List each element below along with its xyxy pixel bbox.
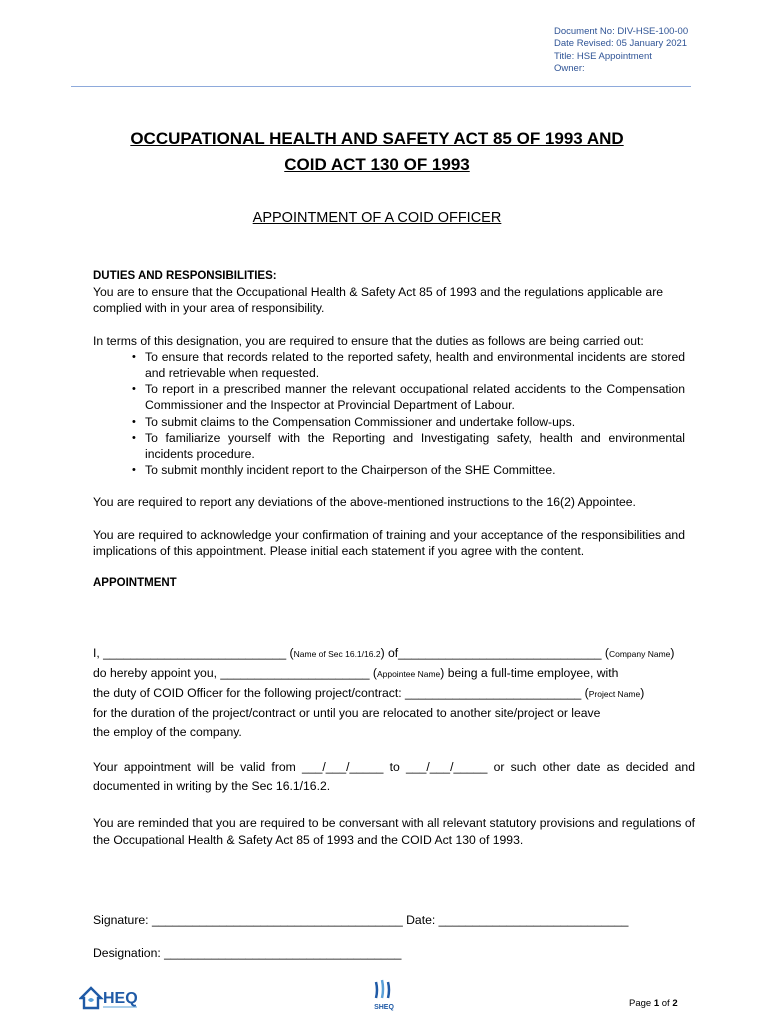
appointment-heading: APPOINTMENT [93,577,177,590]
reminder-text: You are reminded that you are required to be conversant with all relevant statutory provisions and regulations of the Occupational Health & Safety Act 85 of 1993 and the COID Act 130 of 1993. [93,816,695,847]
deviations-text: You are required to report any deviations of the above-mentioned instructions to the 16(2) Appointee. [93,495,636,510]
header-divider [71,86,691,87]
svg-text:HEQ: HEQ [103,990,138,1007]
list-item: • To ensure that records related to the reported safety, health and environmental incidents are stored and retrievable when requested. [132,349,685,381]
svg-text:SHEQ: SHEQ [374,1004,394,1011]
duties-heading: DUTIES AND RESPONSIBILITIES: [93,270,277,282]
list-item: • To submit monthly incident report to the Chairperson of the SHE Committee. [132,463,556,478]
bullet-icon: • [132,383,136,396]
list-item: • To submit claims to the Compensation Commissioner and undertake follow-ups. [132,414,576,429]
duration-line: for the duration of the project/contract or until you are relocated to another site/project or leave [93,706,601,720]
sheq-logo [370,978,398,1012]
designation-line: Designation: ___________________________________ [93,946,402,960]
document-number: Document No: DIV-HSE-100-00 [554,26,689,37]
title-line-2: COID ACT 130 OF 1993 [284,155,470,174]
document-owner: Owner: [554,63,585,75]
name-label: Name of Sec 16.1/16.2 [293,649,381,659]
appointment-section [93,644,695,742]
designation-text: In terms of this designation, you are required to ensure that the duties as follows are being carried out: [93,333,644,348]
page-subtitle: APPOINTMENT OF A COID OFFICER [252,210,502,226]
title-line-1: OCCUPATIONAL HEALTH AND SAFETY ACT 85 OF 1993 AND [130,129,624,148]
company-logo [79,982,141,1012]
signature-line: Signature: _____________________________________ Date: ____________________________ [93,913,629,927]
document-title: Title: HSE Appointment [554,50,652,62]
bullet-icon: • [132,431,136,444]
validity-text: Your appointment will be valid from ___/___/_____ to ___/___/_____ or such other date as decided and documented in writing by the Sec 16.1/16.2. [93,760,695,793]
appointee-label: Appointee Name [376,669,441,679]
list-item: • To report in a prescribed manner the relevant occupational related accidents to the Compensation Commissioner and the Inspector at Provincial Department of Labour. [132,382,685,413]
document-metadata [554,26,688,76]
bullet-icon: • [132,464,136,477]
page-title [93,126,661,178]
appointee-line: do hereby appoint you, ______________________ (Appointee Name) being a full-time employee, with [93,666,619,680]
duties-list [93,349,685,479]
project-line: the duty of COID Officer for the following project/contract: __________________________ (Project Name) [93,686,645,700]
project-label: Project Name [588,689,641,699]
bullet-icon: • [132,350,136,363]
list-item: • To familiarize yourself with the Reporting and Investigating safety, health and environmental incidents procedure. [132,430,685,462]
company-label: Company Name [608,649,671,659]
page-number: Page 1 of 2 [629,998,678,1009]
date-revised: Date Revised: 05 January 2021 [554,38,688,50]
duties-intro: You are to ensure that the Occupational Health & Safety Act 85 of 1993 and the regulations applicable are complied with in your area of responsibility. [93,285,664,316]
acknowledge-text: You are required to acknowledge your confirmation of training and your acceptance of the responsibilities and implications of this appointment. Please initial each statement if you agree with the content. [93,527,685,558]
bullet-icon: • [132,415,136,428]
duties-section [93,268,685,591]
appointer-line: I, ___________________________ (Name of Sec 16.1/16.2) of______________________________ (Company Name) [93,646,675,660]
employ-line: the employ of the company. [93,725,242,739]
